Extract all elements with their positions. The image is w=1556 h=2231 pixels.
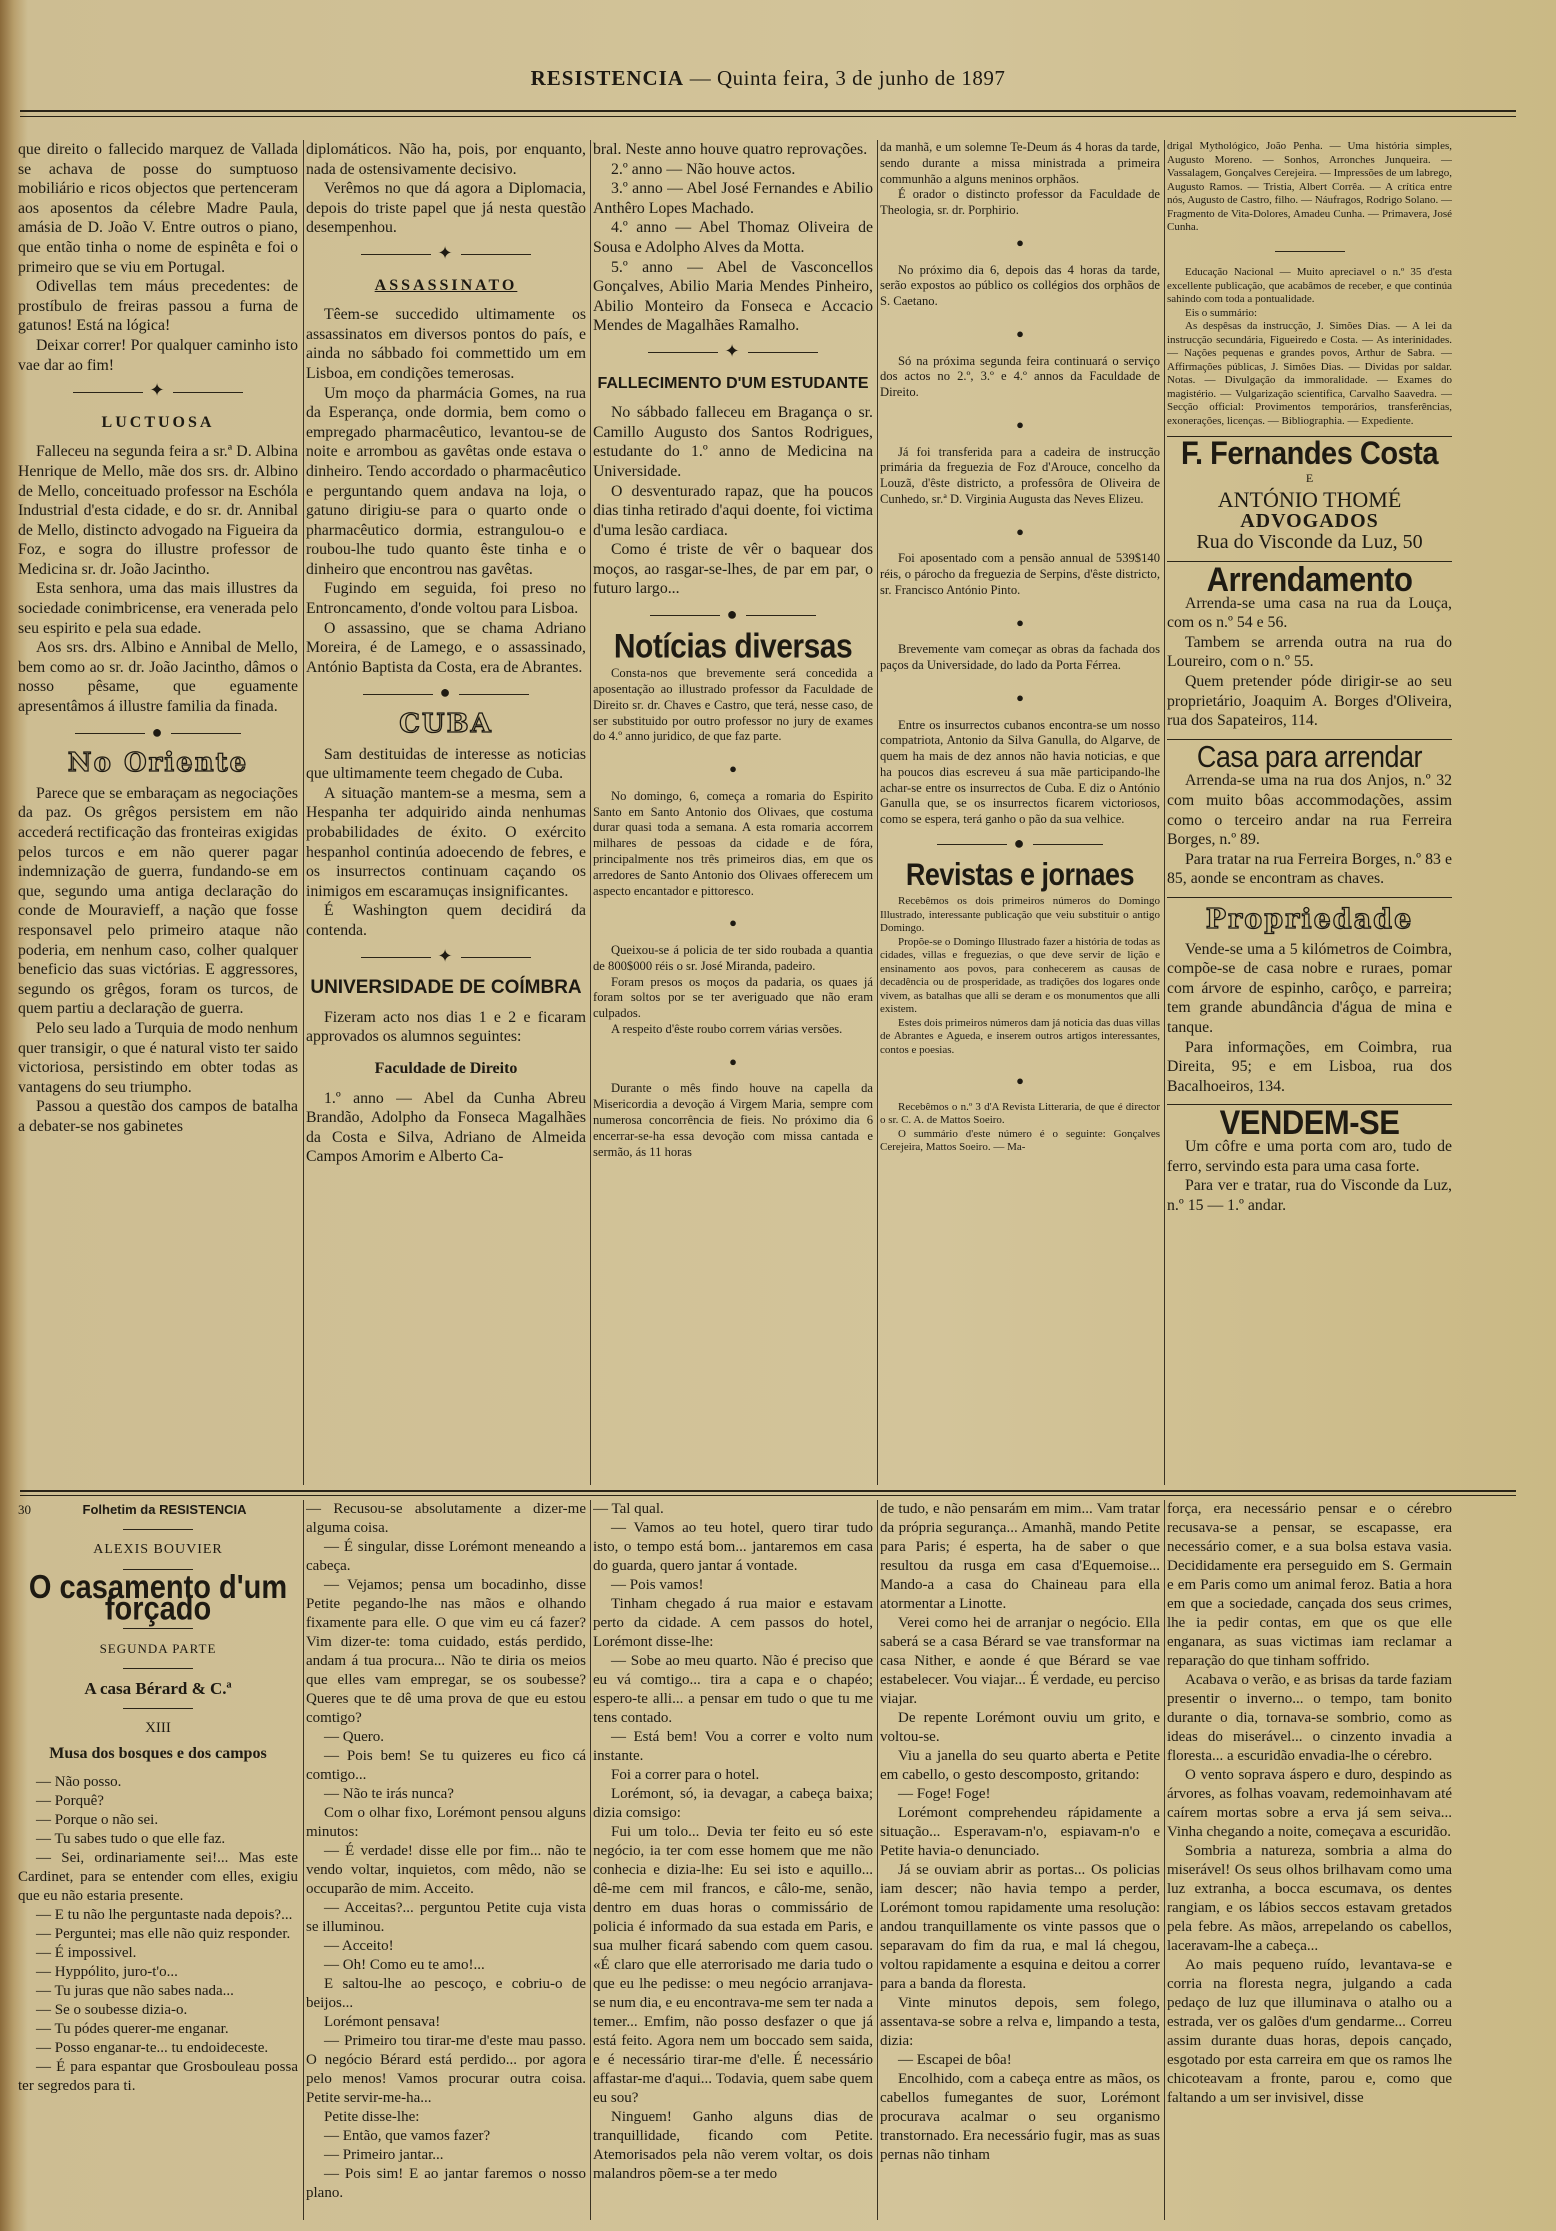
bullet-divider: ● [729, 761, 737, 777]
feuilleton-title: O casamento d'um forçado [28, 1569, 288, 1628]
ad-vendem-title: VENDEM-SE [1219, 1103, 1400, 1143]
separator: ● [306, 683, 586, 703]
feuilleton-paragraph: — Vejamos; pensa um bocadinho, disse Petite pegando-lhe nas mãos e olhando fixamente para elle. O que vim eu cá fazer? Vim dizer-te: toma cuidado, estás perdido, andam á tua procura... Não te diria os meios que elles vam empregar, se os soubesse? Queres que te dê uma prova de que eu estou comtigo? [306, 1577, 586, 1726]
feuilleton-paragraph: Ao mais pequeno ruído, levantava-se e corria na floresta negra, julgando a cada pedaço de luz que illuminava o atalho ou a estrada, ver os galões d'um gendarme... Correu assim durante duas horas, depois cançado, esgotado por esta carreira em que os ramos lhe chicoteavam a fronte, parou e, como que faltando a um ser invisivel, disse [1167, 1957, 1452, 2106]
feuilleton-paragraph: Ninguem! Ganho alguns dias de tranquillidade, ficando com Petite. Atemorisados pela não verem voltar, os dois malandros põem-se a ter medo [593, 2109, 873, 2182]
feuilleton-paragraph: — É para espantar que Grosbouleau possa ter segredos para ti. [18, 2059, 298, 2094]
bullet-divider: ● [729, 915, 737, 931]
column-divider [590, 1500, 591, 2220]
bullet-divider: ● [1016, 689, 1024, 705]
feuilleton-paragraph: — Está bem! Vou a correr e volto num instante. [593, 1729, 873, 1764]
feuilleton-rule-thin [20, 1495, 1516, 1496]
article-paragraph: O desventurado rapaz, que ha poucos dias tinha retirado d'aqui doente, foi victima d'uma lesão cardiaca. [593, 482, 873, 539]
article-paragraph: Eis o summário: [1185, 306, 1258, 319]
feuilleton-paragraph: — Vamos ao teu hotel, quero tirar tudo isto, o tempo está bom... jantaremos em casa do guarda, quero jantar á vontade. [593, 1520, 873, 1574]
feuilleton-paragraph: — Porquê? [36, 1793, 104, 1809]
feuilleton-paragraph: Acabava o verão, e as brisas da tarde faziam presentir o inverno... o tempo, tam bonito durante o dia, tornava-se sombrio, como as ideas do miserável... o cinzento invadia a floresta... a escuridão envadia-lhe o cérebro. [1167, 1672, 1452, 1764]
feuilleton-paragraph: — Hyppólito, juro-t'o... [36, 1964, 178, 1980]
article-paragraph: Recebêmos o n.º 3 d'A Revista Litteraria, de que é director o sr. C. A. de Mattos Soeiro. [880, 1100, 1160, 1127]
article-paragraph: Consta-nos que brevemente será concedida a aposentação ao illustrado professor da Faculdade de Direito sr. dr. Chaves e Castro, que terá, nesse caso, de ser substituido por outro professor no jury de exames do 4.º anno juridico, de que faz parte. [593, 666, 873, 744]
column-divider [1164, 1500, 1165, 2220]
ad-casa-title: Casa para arrendar [1196, 739, 1423, 774]
article-paragraph: Esta senhora, uma das mais illustres da sociedade conimbricense, era venerada pelo seu espirito e pela sua edade. [18, 580, 298, 637]
ad-paragraph: Arrenda-se uma na rua dos Anjos, n.º 32 com muito bôas accommodações, assim como o terceiro andar na rua Ferreira Borges, n.º 89. [1167, 772, 1452, 849]
article-paragraph: Foram presos os moços da padaria, os quaes já foram soltos por se ter averiguado que não eram culpados. [593, 974, 873, 1021]
feuilleton-rule [20, 1490, 1516, 1492]
bullet-divider: ● [1016, 416, 1024, 432]
feuilleton-paragraph: — Então, que vamos fazer? [324, 2128, 491, 2144]
feuilleton-paragraph: Lorémont, só, ia devagar, a cabeça baixa; dizia comsigo: [593, 1786, 873, 1821]
article-paragraph: As despêsas da instrucção, J. Simões Dias. — A lei da instrucção secundária, Figueiredo e Costa. — As interinidades. — Nações pequenas e grandes povos, Arthur de Sabra. — Affirmações públicas, J. Simões Dias. — Dividas por saldar. Notas. — Divulgação da immoralidade. — Exames do magistério. — Vulgarização scientifica, Carvalho Saavedra. — Secção official: Provimentos temporários, transferências, exonerações, licenças. — Bibliographia. — Expediente. [1167, 320, 1452, 427]
column-divider [877, 1500, 878, 2220]
separator: ● [593, 605, 873, 625]
feuilleton-paragraph: — Foge! Foge! [898, 1786, 991, 1802]
feuilleton-text [1167, 1500, 1452, 2108]
article-paragraph: Deixar correr! Por qualquer caminho isto vae dar ao fim! [18, 336, 298, 374]
article-paragraph: Estes dois primeiros números dam já noticia das duas villas de Abrantes e Agueda, e inserem outros artigos interessantes, contos e poesias. [880, 1016, 1160, 1056]
article-paragraph: O assassino, que se chama Adriano Moreira, é de Lamego, e o assassinado, António Baptista da Costa, era de Abrantes. [306, 619, 586, 676]
column-4 [880, 140, 1160, 1485]
feuilleton-paragraph: — Quero. [324, 1729, 384, 1745]
article-paragraph: É Washington quem decidirá da contenda. [306, 902, 586, 939]
article-paragraph: Falleceu na segunda feira a sr.ª D. Albina Henrique de Mello, mãe dos srs. dr. Albino de Mello, conceituado professor na Eschóla Industrial d'esta cidade, e do sr. dr. Annibal de Mello, distincto advogado na Figueira da Foz, e sogra do illustre professor de Medicina sr. dr. João Jacintho. [18, 443, 298, 578]
feuilleton-column-2 [306, 1500, 586, 2220]
feuilleton-paragraph: — Escapei de bôa! [898, 2052, 1012, 2068]
separator: ✦ [18, 381, 298, 401]
feuilleton-paragraph: — Porque o não sei. [36, 1812, 159, 1828]
article-paragraph: Entre os insurrectos cubanos encontra-se um nosso compatriota, Antonio da Silva Ganulla, do Algarve, de quem ha mais de dez annos não havia noticias, e que ha poucos dias escreveu á sua mãe participando-lhe achar-se entre os insurrectos de Cuba. E diz o António Ganulla que, se os insurrectos ficarem victoriosos, como se espera, terá ganho o pão da sua velhice. [880, 717, 1160, 827]
article-paragraph: da manhã, e um solemne Te-Deum ás 4 horas da tarde, sendo durante a missa ministrada a primeira communhão a alguns meninos orphãos. [880, 140, 1160, 186]
column-divider [590, 140, 591, 1485]
article-paragraph: bral. Neste anno houve quatro reprovações. [593, 141, 868, 158]
feuilleton-paragraph: — Pois bem! Se tu quizeres eu fico cá comtigo... [306, 1748, 586, 1783]
feuilleton-number: 30 [18, 1502, 31, 1517]
feuilleton-author: ALEXIS BOUVIER [93, 1542, 223, 1557]
bullet-divider: ● [1016, 325, 1024, 341]
article-paragraph: Fizeram acto nos dias 1 e 2 e ficaram approvados os alumnos seguintes: [306, 1008, 586, 1046]
feuilleton-paragraph: — Oh! Como eu te amo!... [324, 1957, 485, 1973]
feuilleton-paragraph: Lorémont pensava! [324, 2014, 441, 2030]
masthead-rule [20, 110, 1516, 112]
article-paragraph: Pelo seu lado a Turquia de modo nenhum quer transigir, o que é natural visto ter saido victoriosa, persistindo em obter todas as vantagens do seu triumpho. [18, 1019, 298, 1096]
feuilleton-paragraph: Foi a correr para o hotel. [611, 1767, 760, 1783]
column-5 [1167, 140, 1452, 1485]
feuilleton-paragraph: E saltou-lhe ao pescoço, e cobriu-o de beijos... [306, 1976, 586, 2011]
feuilleton-paragraph: — Tu sabes tudo o que elle faz. [36, 1831, 226, 1847]
article-paragraph: drigal Mythológico, João Penha. — Uma história simples, Augusto Moreno. — Sonhos, Arronches Junqueira. — Vassalagem, Gonçalves Cerejeira. — Impressões de um labrego, Augusto Ramos. — Tristia, Albert Corrêa. — A crítica entre nós, Augusto de Castro, filho. — Náufragos, Rodrigo Solano. — Fragmento de Vita-Dolores, Amadeu Cunha. — Primavera, José Cunha. [1167, 140, 1452, 233]
feuilleton-paragraph: — Primeiro jantar... [324, 2147, 444, 2163]
feuilleton-column-4 [880, 1500, 1160, 2220]
column-divider [1164, 140, 1165, 1485]
feuilleton-paragraph: — É singular, disse Lorémont meneando a cabeça. [306, 1539, 586, 1574]
article-paragraph: diplomáticos. Não ha, pois, por enquanto, nada de ostensivamente decisivo. [306, 141, 586, 178]
feuilleton-paragraph: Verei como hei de arranjar o negócio. Ella saberá se a casa Bérard se vae transformar na casa Nither, e aonde é que Bérard se vae estabelecer. Vou viajar... É verdade, eu perciso viajar. [880, 1615, 1160, 1707]
feuilleton-paragraph: — Se o soubesse dizia-o. [36, 2002, 188, 2018]
feuilleton-paragraph: Encolhido, com a cabeça entre as mãos, os cabellos fumegantes de suor, Lorémont procurava acalmar o seu organismo transtornado. Era necessário fugir, mas as suas pernas não tinham [880, 2071, 1160, 2163]
masthead-date: Quinta feira, 3 de junho de 1897 [717, 66, 1006, 90]
heading-fallecimento: FALLECIMENTO D'UM ESTUDANTE [597, 374, 869, 392]
bullet-divider: ● [1016, 523, 1024, 539]
feuilleton-paragraph: força, era necessário pensar e o cérebro recusava-se a pensar, se escapasse, era necessário comer, e a sua bolsa estava vasia. Decididamente era perseguido em S. Germain e em Paris como um animal feroz. Batia a hora em que a sociedade, cançada dos seus crimes, lhe ia pedir contas, em que os que elle enganara, as suas victimas iam reclamar a reparação do que tinham soffrido. [1167, 1501, 1452, 1669]
feuilleton-text [593, 1500, 873, 2184]
feuilleton-paragraph: Viu a janella do seu quarto aberta e Petite em cabello, o gesto descomposto, gritando: [880, 1748, 1160, 1783]
separator: ✦ [593, 342, 873, 362]
feuilleton-paragraph: — E tu não lhe perguntaste nada depois?... [36, 1907, 293, 1923]
feuilleton-paragraph: Lorémont comprehendeu rápidamente a situação... Esperavam-n'o, espiavam-n'o e Petite havia-o denunciado. [880, 1805, 1160, 1859]
feuilleton-column-1 [18, 1500, 298, 2220]
article-paragraph: 3.º anno — Abel José Fernandes e Abilio Anthêro Lopes Machado. [593, 180, 873, 217]
separator: ● [18, 723, 298, 743]
feuilleton-paragraph: — Perguntei; mas elle não quiz responder. [36, 1926, 291, 1942]
feuilleton-label: Folhetim da RESISTENCIA [82, 1502, 247, 1517]
article-paragraph: Odivellas tem máus precedentes: de prostíbulo de freiras passou a furna de gatunos! Está na lógica! [18, 278, 298, 335]
article-paragraph: No domingo, 6, começa a romaria do Espirito Santo em Santo Antonio dos Olivaes, que costuma durar quasi toda a semana. A esta romaria accorrem milhares de pessoas da cidade e de fóra, principalmente nos três primeiros dias, em que os arredores de Santo Antonio dos Olivaes offerecem um aspecto encantador e pittoresco. [593, 788, 873, 898]
feuilleton-paragraph: — Primeiro tou tirar-me d'este mau passo. O negócio Bérard está perdido... por agora pelo menos! Vamos procurar outra coisa. Petite servir-me-ha... [306, 2033, 586, 2106]
article-paragraph: O summário d'este número é o seguinte: Gonçalves Cerejeira, Mattos Soeiro. — Ma- [880, 1127, 1160, 1154]
feuilleton-paragraph: Já se ouviam abrir as portas... Os policias iam descer; não havia tempo a perder, Lorémont tomou rapidamente uma resolução: andou tranquillamente os vinte passos que o separavam do fim da rua, e mal lá chegou, voltou rapidamente a esquina e deitou a correr para a banda da floresta. [880, 1862, 1160, 1992]
separator: ✦ [306, 244, 586, 264]
article-paragraph: Propõe-se o Domingo Illustrado fazer a história de todas as cidades, villas e freguezias, o que deve servir de lição e ensinamento aos povos, para conhecerem as causas de decadência ou de prosperidade, as tradições dos logares onde vivem, as batalhas que alli se deram e os monumentos que alli existem. [880, 935, 1160, 1016]
heading-cuba: CUBA [399, 709, 493, 740]
article-paragraph: que direito o fallecido marquez de Vallada se achava de posse do sumptuoso mobiliário e ricos objectos que pertenceram aos aposentos da célebre Madre Paula, amásia de D. João V. Entre outros o piano, que então tinha o nome de espinêta e foi o primeiro que se viu em Portugal. [18, 141, 298, 276]
ad-lawyer-name-2: ANTÓNIO THOMÉ [1217, 487, 1402, 513]
ad-paragraph: Tambem se arrenda outra na rua do Loureiro, com o n.º 55. [1167, 633, 1452, 671]
feuilleton-paragraph: — É impossivel. [36, 1945, 137, 1961]
article-paragraph: No próximo dia 6, depois das 4 horas da tarde, serão expostos ao público os collégios dos orphãos de S. Caetano. [880, 262, 1160, 309]
heading-no-oriente: No Oriente [67, 748, 249, 779]
masthead-dash: — [689, 66, 712, 90]
feuilleton-paragraph: — Pois vamos! [611, 1577, 704, 1593]
article-paragraph: Um moço da pharmácia Gomes, na rua da Esperança, onde dormia, bem como o empregado pharmacêutico, levantou-se de noite e arrombou as gavêtas onde estava o dinheiro. Tendo accordado o pharmacêutico e perguntando quem andava na loja, o gatuno dirigiu-se para o quarto onde o pharmacêutico dormia, estrangulou-o e roubou-lhe tudo quanto êste tinha e o dinheiro que encontrou nas gavêtas. [306, 384, 586, 578]
column-divider [303, 140, 304, 1485]
feuilleton-paragraph: — Pois sim! E ao jantar faremos o nosso plano. [306, 2166, 586, 2201]
article-paragraph: A respeito d'êste roubo correm várias versões. [611, 1021, 843, 1036]
feuilleton-column-5 [1167, 1500, 1452, 2220]
bullet-divider: ● [1016, 614, 1024, 630]
feuilleton-paragraph: O vento soprava áspero e duro, despindo as árvores, as folhas voavam, redemoinhavam até caírem mortas sobre a erva já sem seiva... Vinha chegando a noite, começava a escuridão. [1167, 1767, 1452, 1840]
article-paragraph: Aos srs. drs. Albino e Annibal de Mello, bem como ao sr. dr. João Jacintho, dâmos o nosso pêsame, que eguamente apresentâmos á illustre familia da finada. [18, 639, 298, 716]
feuilleton-paragraph: Vinte minutos depois, sem folego, assentava-se sobre a relva e, limpando a testa, dizia: [880, 1995, 1160, 2049]
ad-arrendamento-title: Arrendamento [1206, 559, 1413, 600]
feuilleton-paragraph: Fui um tolo... Devia ter feito eu só este negócio, ia ter com esse homem que me não conhecia e dizia-lhe: Eu sei isto e aquillo... dê-me cem mil francos, e câlo-me, senão, dentro em duas horas o commissário de policia é informado da sua estada em Paris, e sua mulher ficará sabendo com quem casou. «É claro que elle aterrorisado me daria tudo o que eu lhe pedisse: o meu negócio arranjava-se num dia, e eu encontrava-me sem ter nada a temer... Emfim, não posso desfazer o que já está feito. Agora nem um boccado sem saida, e é necessário tirar-me d'elle. É necessário affastar-me d'aqui... Todavia, quem sabe quem eu sou? [593, 1824, 873, 2106]
ad-paragraph: Para informações, em Coimbra, rua Direita, 95; e em Lisboa, rua dos Bacalhoeiros, 134. [1167, 1038, 1452, 1095]
article-paragraph: Parece que se embaraçam as negociações da paz. Os grêgos persistem em não accederá rectificação das fronteiras exigidas pelos turcos e em não querer pagar indemnização de guerra, fundando-se em que, segundo uma antiga declaração do conde de Mouravieff, a nação que fosse responsavel pelo primeiro ataque não poderia, em nenhum caso, colher qualquer beneficio das suas victórias. E aggressores, segundo os grêgos, foram os turcos, de quem partiu a declaração de guerra. [18, 784, 298, 1018]
ad-paragraph: Para tratar na rua Ferreira Borges, n.º 83 e 85, aonde se encontram as chaves. [1167, 850, 1452, 888]
feuilleton-text [18, 1773, 298, 2096]
feuilleton-chapter: XIII [145, 1720, 171, 1736]
article-paragraph: Verêmos no que dá agora a Diplomacia, depois do triste papel que já nesta questão desempenhou. [306, 180, 586, 237]
article-paragraph: 5.º anno — Abel de Vasconcellos Gonçalves, Abilio Maria Mendes Pinheiro, Abilio Monteiro da Fonseca e Accacio Mendes de Magalhães Ramalho. [593, 258, 873, 335]
feuilleton-paragraph: — Acceitas?... perguntou Petite cuja vista se illuminou. [306, 1900, 586, 1935]
ad-paragraph: Quem pretender póde dirigir-se ao seu proprietário, Joaquim A. Borges d'Oliveira, rua dos Sapateiros, 114. [1167, 673, 1452, 730]
article-paragraph: É orador o distincto professor da Faculdade de Theologia, sr. dr. Porphirio. [880, 187, 1160, 218]
bullet-divider: ● [1016, 234, 1024, 250]
bullet-divider: ● [1016, 1073, 1024, 1089]
column-divider [303, 1500, 304, 2220]
article-paragraph: Só na próxima segunda feira continuará o serviço dos actos no 2.º, 3.º e 4.º annos da Faculdade de Direito. [880, 353, 1160, 400]
column-2 [306, 140, 586, 1485]
feuilleton-paragraph: Petite disse-lhe: [324, 2109, 420, 2125]
article-paragraph: 2.º anno — Não houve actos. [611, 160, 796, 178]
heading-universidade: UNIVERSIDADE DE COÍMBRA [310, 977, 582, 999]
feuilleton-paragraph: — Tal qual. [593, 1501, 664, 1517]
heading-assassinato: ASSASSINATO [374, 276, 518, 294]
ad-propriedade-title: Propriedade [1205, 903, 1414, 935]
heading-noticias-diversas: Notícias diversas [613, 627, 853, 666]
masthead [20, 66, 1516, 114]
feuilleton-paragraph: Tinham chegado á rua maior e estavam perto da cidade. A cem passos do hotel, Lorémont disse-lhe: [593, 1596, 873, 1650]
ad-lawyer-name: F. Fernandes Costa [1181, 436, 1438, 472]
feuilleton-paragraph: — Sei, ordinariamente sei!... Mas este Cardinet, para se entender com elles, exigiu que eu não estaria presente. [18, 1850, 298, 1904]
article-paragraph: Recebêmos os dois primeiros números do Domingo Illustrado, interessante publicação que veiu substituir o antigo Domingo. [880, 895, 1160, 935]
heading-faculdade: Faculdade de Direito [374, 1059, 518, 1077]
article-paragraph: Já foi transferida para a cadeira de instrucção primária da freguezia de Foz d'Arouce, concelho da Louzã, d'êste districto, a professôra de Oliveira de Cunhedo, sr.ª D. Virginia Augusta das Neves Elizeu. [880, 444, 1160, 506]
article-paragraph: Queixou-se á policia de ter sido roubada a quantia de 800$000 réis o sr. José Miranda, padeiro. [593, 943, 873, 973]
article-paragraph: 4.º anno — Abel Thomaz Oliveira de Sousa e Adolpho Alves da Motta. [593, 219, 873, 256]
separator [1167, 241, 1452, 261]
heading-revistas-jornaes: Revistas e jornaes [905, 857, 1135, 892]
article-paragraph: Brevemente vam começar as obras da fachada dos paços da Universidade, do lado da Porta Férrea. [880, 642, 1160, 673]
article-paragraph: Passou a questão dos campos de batalha a debater-se nos gabinetes [18, 1098, 298, 1135]
masthead-rule-thin [20, 116, 1516, 117]
separator: ✦ [306, 947, 586, 967]
feuilleton-paragraph: — Não te irás nunca? [324, 1786, 454, 1802]
ad-paragraph: Vende-se uma a 5 kilómetros de Coimbra, compõe-se de casa nobre e ruraes, pomar com árvore de espinho, carôço, e parreira; tem grande abundância d'água de mina e tanque. [1167, 940, 1452, 1036]
feuilleton-paragraph: — Não posso. [36, 1774, 122, 1790]
column-3 [593, 140, 873, 1485]
separator: ● [880, 834, 1160, 854]
feuilleton-chapter-title: Musa dos bosques e dos campos [49, 1745, 267, 1762]
feuilleton-column-3 [593, 1500, 873, 2220]
ad-paragraph: Um côfre e uma porta com aro, tudo de ferro, servindo esta para uma casa forte. [1167, 1137, 1452, 1175]
article-paragraph: Fugindo em seguida, foi preso no Entroncamento, d'onde voltou para Lisboa. [306, 580, 586, 618]
article-paragraph: Durante o mês findo houve na capella da Misericordia a devoção á Virgem Maria, sempre com numerosa concorrência de fieis. No próximo dia 6 encerrar-se-ha essa devoção com missa cantada e sermão, ás 11 horas [593, 1081, 873, 1159]
article-paragraph: Sam destituidas de interesse as noticias que ultimamente teem chegado de Cuba. [306, 745, 586, 783]
feuilleton-part: SEGUNDA PARTE [99, 1641, 217, 1656]
article-paragraph: Têem-se succedido ultimamente os assassinatos em diversos pontos do país, e ainda no sábbado foi commettido um em Lisboa, em condições temerosas. [306, 306, 586, 382]
article-paragraph: Foi aposentado com a pensão annual de 539$140 réis, o párocho da freguezia de Serpins, d'êste districto, sr. Francisco António Pinto. [880, 551, 1160, 597]
feuilleton-paragraph: de tudo, e não pensarám em mim... Vam tratar da própria segurança... Amanhã, mando Petite para Paris; é esperta, ha de saber o que resultou da rusga em casa d'Equemoise... Mando-a a casa do Chaineau para ella atormentar a Linotte. [880, 1501, 1160, 1612]
feuilleton-paragraph: — Tu juras que não sabes nada... [36, 1983, 234, 1999]
bullet-divider: ● [729, 1053, 737, 1069]
heading-luctuosa: LUCTUOSA [101, 413, 215, 431]
feuilleton-subtitle: A casa Bérard & C.ª [84, 1679, 232, 1698]
article-paragraph: Como é triste de vêr o baquear dos moços, ao rasgar-se-lhes, de par em par, o futuro largo... [593, 541, 873, 598]
article-paragraph: 1.º anno — Abel da Cunha Abreu Brandão, Adolpho da Fonseca Magalhães da Costa e Silva, Adriano de Almeida Campos Amorim e Alberto Ca- [306, 1089, 586, 1166]
article-paragraph: A situação mantem-se a mesma, sem a Hespanha ter adquirido ainda nenhumas probabilidades de éxito. O exército hespanhol continúa adoecendo de febres, e os insurrectos continuam caçando os inimigos em escaramuças insignificantes. [306, 784, 586, 900]
feuilleton-paragraph: Sombria a natureza, sombria a alma do miserável! Os seus olhos brilhavam como uma luz extranha, a bocca escumava, os dentes rangiam, e os lábios seccos estavam gretados pela febre. As mãos, arrepelando os cabellos, laceravam-lhe a cabeça... [1167, 1843, 1452, 1954]
ad-lawyer-conj: E [1305, 470, 1314, 485]
feuilleton-paragraph: — Sobe ao meu quarto. Não é preciso que eu vá comtigo... tira a capa e o chapéo; espero-te alli... a pensar em tudo o que tu me tens contado. [593, 1653, 873, 1726]
article-paragraph: Educação Nacional — Muito apreciavel o n.º 35 d'esta excellente publicação, que acabâmos de receber, e que continúa sahindo com toda a pontualidade. [1167, 266, 1452, 306]
feuilleton-text [306, 1500, 586, 2203]
masthead-title: RESISTENCIA [530, 66, 685, 90]
feuilleton-paragraph: Com o olhar fixo, Lorémont pensou alguns minutos: [306, 1805, 586, 1840]
article-paragraph: No sábbado falleceu em Bragança o sr. Camillo Augusto dos Santos Rodrigues, estudante do 1.º anno de Medicina na Universidade. [593, 404, 873, 480]
ad-lawyer-role: ADVOGADOS [1240, 509, 1379, 532]
feuilleton-paragraph: — Recusou-se absolutamente a dizer-me alguma coisa. [306, 1501, 586, 1536]
feuilleton-paragraph: De repente Lorémont ouviu um grito, e voltou-se. [880, 1710, 1160, 1745]
feuilleton-paragraph: — Acceito! [324, 1938, 394, 1954]
feuilleton-paragraph: — Posso enganar-te... tu endoideceste. [36, 2040, 269, 2056]
column-1 [18, 140, 298, 1485]
ad-paragraph: Para ver e tratar, rua do Visconde da Luz, n.º 15 — 1.º andar. [1167, 1177, 1452, 1214]
feuilleton-paragraph: — Tu pódes querer-me enganar. [36, 2021, 229, 2037]
feuilleton-paragraph: — É verdade! disse elle por fim... não te vendo voltar, inquietos, com mêdo, não se occuparão de mim. Acceito. [306, 1843, 586, 1897]
column-divider [877, 140, 878, 1485]
ad-rule [1167, 897, 1452, 898]
ad-paragraph: Arrenda-se uma casa na rua da Louça, com os n.º 54 e 56. [1167, 594, 1452, 632]
ad-lawyer-address: Rua do Visconde da Luz, 50 [1196, 531, 1423, 554]
feuilleton-text [880, 1500, 1160, 2165]
